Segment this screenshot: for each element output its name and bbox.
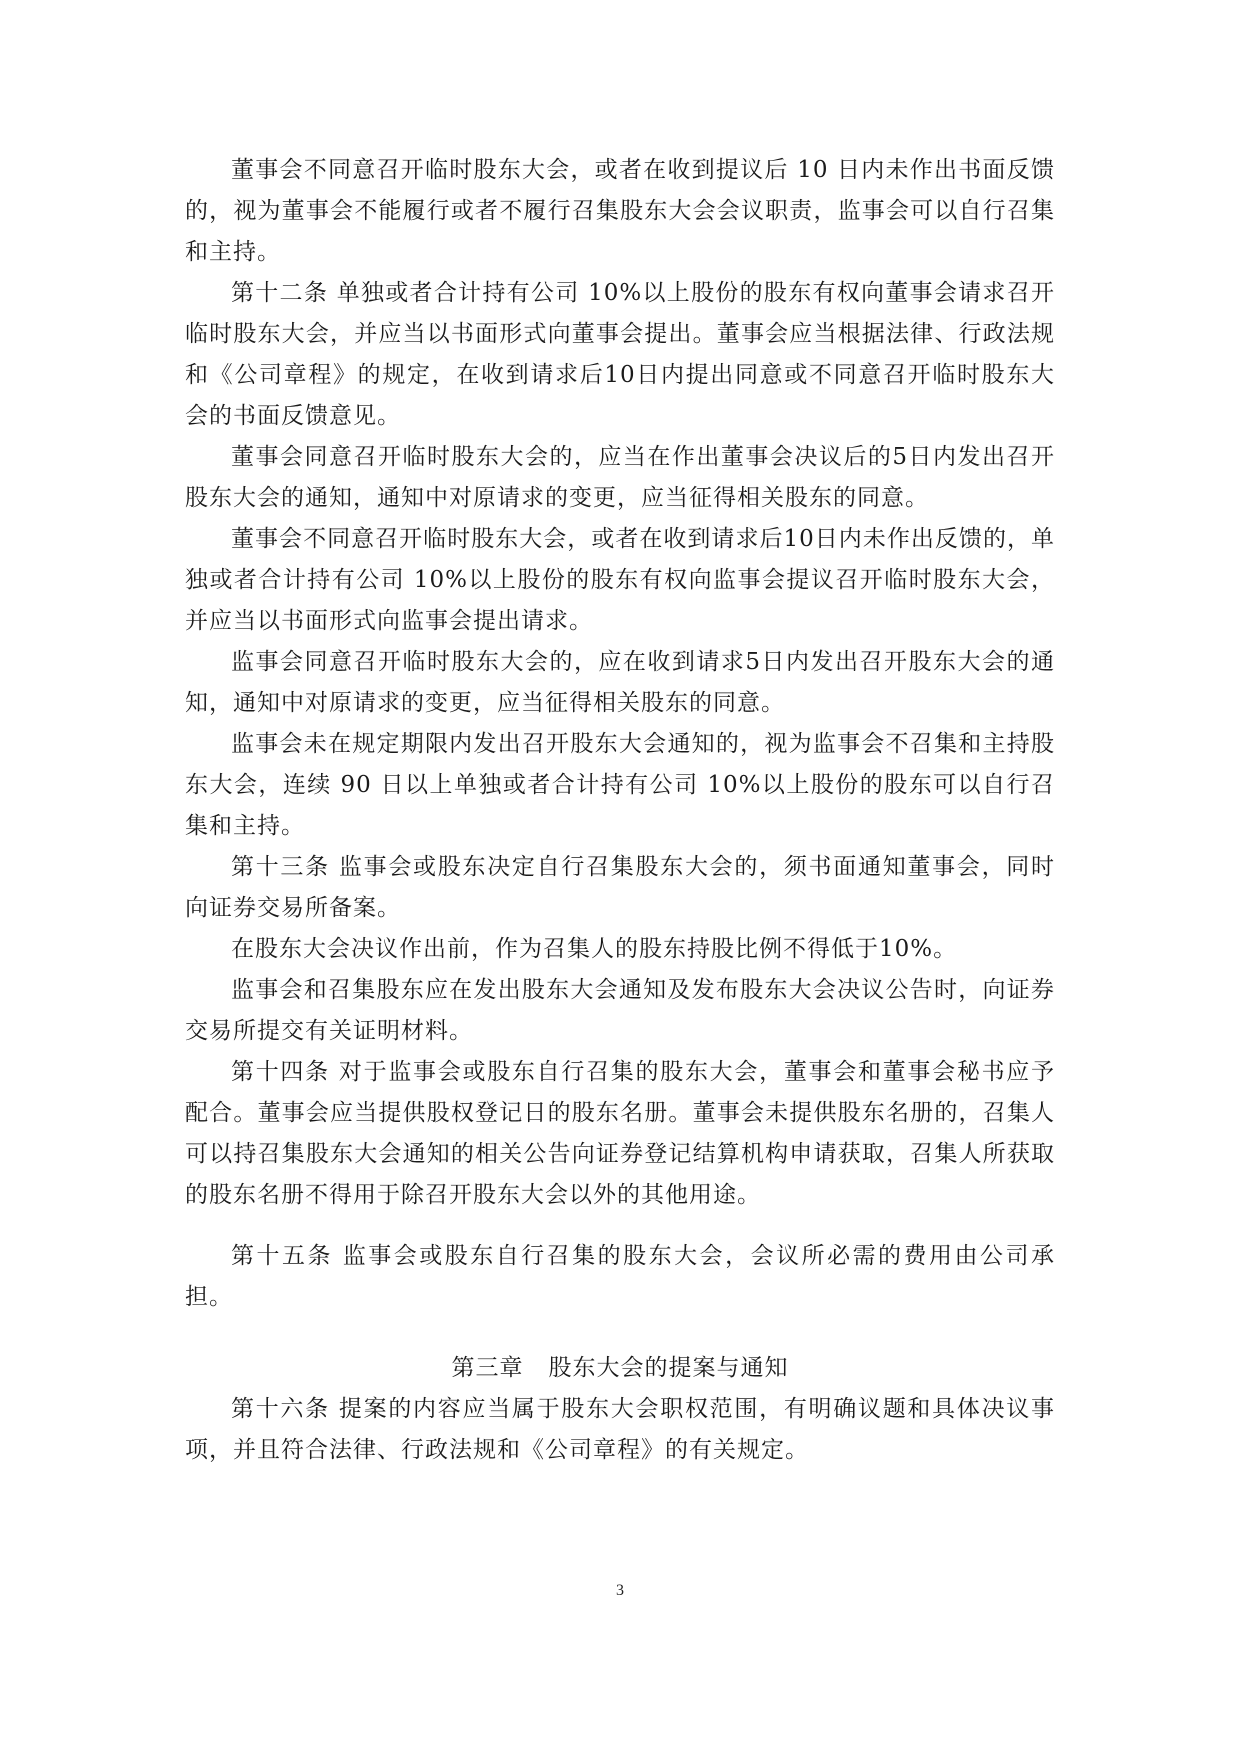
paragraph: 监事会和召集股东应在发出股东大会通知及发布股东大会决议公告时，向证券交易所提交有关证明材料。 <box>185 977 1055 1044</box>
paragraph-article-16: 第十六条 提案的内容应当属于股东大会职权范围，有明确议题和具体决议事项，并且符合法律、行政法规和《公司章程》的有关规定。 <box>185 1396 1055 1463</box>
paragraph: 董事会不同意召开临时股东大会，或者在收到请求后10日内未作出反馈的，单独或者合计持有公司 10%以上股份的股东有权向监事会提议召开临时股东大会，并应当以书面形式向监事会提出请求。 <box>185 526 1055 634</box>
paragraph-article-14: 第十四条 对于监事会或股东自行召集的股东大会，董事会和董事会秘书应予配合。董事会应当提供股权登记日的股东名册。董事会未提供股东名册的，召集人可以持召集股东大会通知的相关公告向证券登记结算机构申请获取，召集人所获取的股东名册不得用于除召开股东大会以外的其他用途。 <box>185 1059 1055 1208</box>
paragraph: 董事会同意召开临时股东大会的，应当在作出董事会决议后的5日内发出召开股东大会的通知，通知中对原请求的变更，应当征得相关股东的同意。 <box>185 444 1055 511</box>
chapter-heading: 第三章 股东大会的提案与通知 <box>451 1355 789 1381</box>
paragraph: 监事会未在规定期限内发出召开股东大会通知的，视为监事会不召集和主持股东大会，连续 90 日以上单独或者合计持有公司 10%以上股份的股东可以自行召集和主持。 <box>185 731 1055 839</box>
paragraph-article-13: 第十三条 监事会或股东决定自行召集股东大会的，须书面通知董事会，同时向证券交易所备案。 <box>185 854 1055 921</box>
paragraph: 在股东大会决议作出前，作为召集人的股东持股比例不得低于10%。 <box>231 936 958 962</box>
page-number: 3 <box>616 1582 624 1599</box>
paragraph-article-15: 第十五条 监事会或股东自行召集的股东大会，会议所必需的费用由公司承担。 <box>185 1243 1055 1310</box>
paragraph: 董事会不同意召开临时股东大会，或者在收到提议后 10 日内未作出书面反馈的，视为董事会不能履行或者不履行召集股东大会会议职责，监事会可以自行召集和主持。 <box>185 157 1055 265</box>
document-body <box>185 150 1055 1471</box>
paragraph-article-12: 第十二条 单独或者合计持有公司 10%以上股份的股东有权向董事会请求召开临时股东大会，并应当以书面形式向董事会提出。董事会应当根据法律、行政法规和《公司章程》的规定，在收到请求后10日内提出同意或不同意召开临时股东大会的书面反馈意见。 <box>185 280 1055 429</box>
paragraph: 监事会同意召开临时股东大会的，应在收到请求5日内发出召开股东大会的通知，通知中对原请求的变更，应当征得相关股东的同意。 <box>185 649 1055 716</box>
